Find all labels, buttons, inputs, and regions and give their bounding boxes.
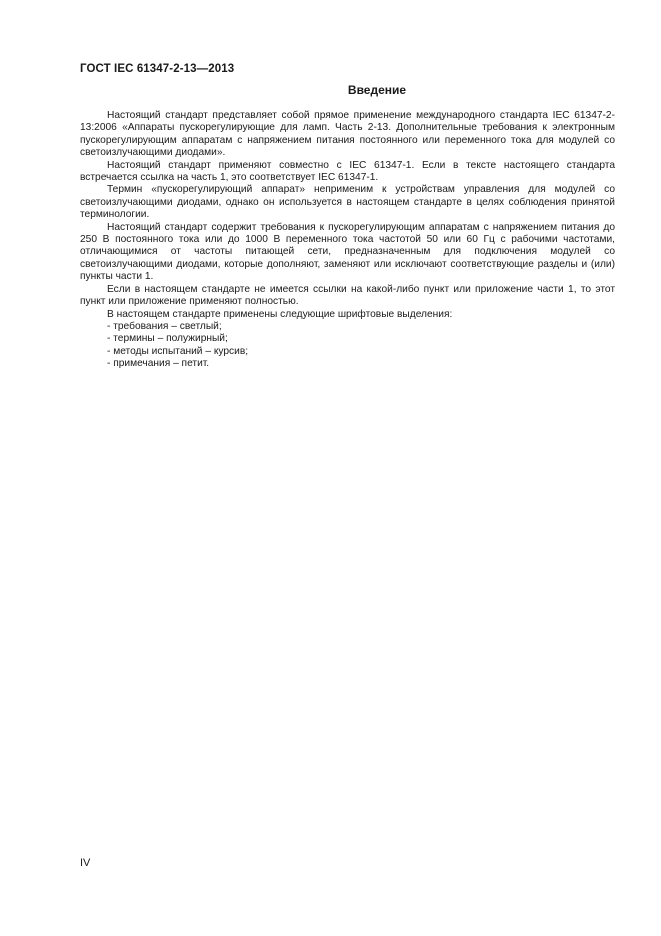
- section-title: Введение: [347, 83, 407, 97]
- list-item: - термины – полужирный;: [107, 333, 228, 345]
- paragraph-usage: Настоящий стандарт применяют совместно с IEC 61347-1. Если в тексте настоящего стандарта встречается ссылка на часть 1, это соответствует IEC 61347-1.: [80, 159, 615, 184]
- font-style-list: [80, 321, 615, 371]
- paragraph-requirements: Настоящий стандарт содержит требования к пускорегулирующим аппаратам с напряжением питания до 250 В постоянного тока или до 1000 В переменного тока частотой 50 или 60 Гц с рабочими частотами, отличающимися от частоты питающей сети, предназначенным для подключения модулей со светоизлучающими диодами, которые дополняют, заменяют или исключают соответствующие разделы и (или) пункты части 1.: [80, 221, 615, 283]
- list-item: - методы испытаний – курсив;: [107, 345, 249, 357]
- paragraph-full-application: Если в настоящем стандарте не имеется ссылки на какой-либо пункт или приложение части 1, то этот пункт или приложение применяют полностью.: [80, 283, 615, 308]
- paragraph-font-intro: В настоящем стандарте применены следующие шрифтовые выделения:: [107, 308, 453, 320]
- document-code: ГОСТ IEC 61347-2-13—2013: [80, 63, 235, 75]
- introduction-body: [80, 110, 615, 371]
- list-item: - примечания – петит.: [107, 358, 210, 370]
- paragraph-scope: Настоящий стандарт представляет собой прямое применение международного стандарта IEC 61347-2-13:2006 «Аппараты пускорегулирующие для ламп. Часть 2-13. Дополнительные требования к электронным пускорегулирующим аппаратам с напряжением питания постоянного или переменного тока для модулей со светоизлучающими диодами».: [80, 110, 615, 159]
- page-number: IV: [80, 857, 91, 869]
- list-item: - требования – светлый;: [107, 320, 222, 332]
- paragraph-term: Термин «пускорегулирующий аппарат» неприменим к устройствам управления для модулей со светоизлучающими диодами, однако он используется в настоящем стандарте в целях соблюдения принятой терминологии.: [80, 184, 615, 221]
